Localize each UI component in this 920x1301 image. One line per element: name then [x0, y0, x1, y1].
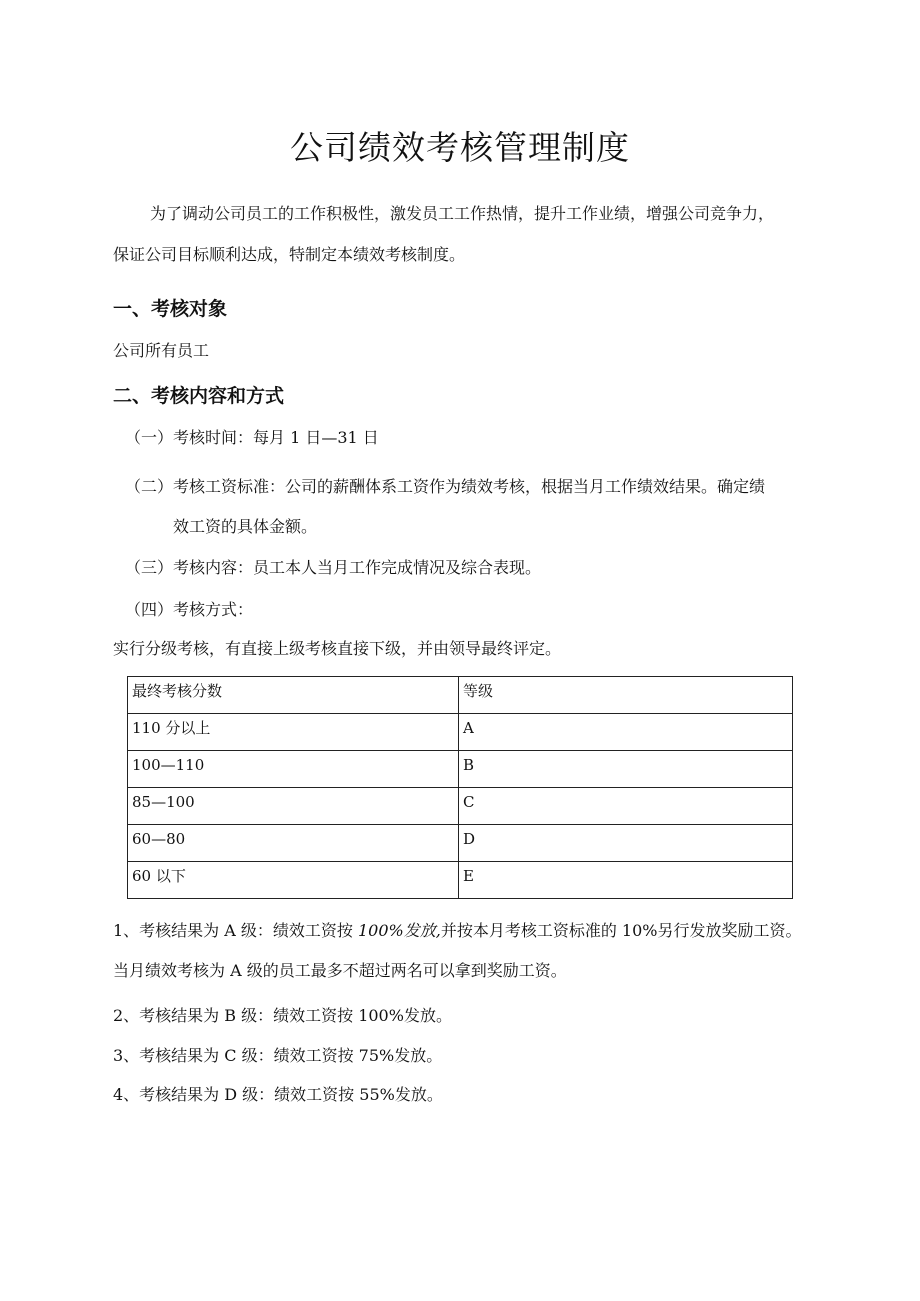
table-cell-grade: D: [459, 825, 793, 862]
table-header-score: 最终考核分数: [128, 677, 459, 714]
table-cell-score: 110 分以上: [128, 714, 459, 751]
result-1-italic: 100%发放,: [358, 921, 441, 940]
table-cell-grade: E: [459, 862, 793, 899]
table-cell-score: 60 以下: [128, 862, 459, 899]
section-2-heading: 二、考核内容和方式: [113, 385, 285, 407]
section-2-item-3: （三）考核内容：员工本人当月工作完成情况及综合表现。: [125, 558, 542, 577]
table-header-grade: 等级: [459, 677, 793, 714]
result-4: 4、考核结果为 D 级：绩效工资按 55%发放。: [113, 1085, 443, 1104]
section-2-item-2-line-2: 效工资的具体金额。: [173, 517, 318, 536]
result-1-line-1: [113, 920, 802, 942]
section-1-heading: 一、考核对象: [113, 298, 228, 320]
table-header-row: [128, 677, 793, 714]
result-2: 2、考核结果为 B 级：绩效工资按 100%发放。: [113, 1006, 452, 1025]
page-title: 公司绩效考核管理制度: [290, 128, 630, 167]
grade-table: [127, 676, 793, 899]
table-cell-grade: B: [459, 751, 793, 788]
table-cell-score: 100—110: [128, 751, 459, 788]
result-1-prefix: 1、考核结果为 A 级：绩效工资按: [113, 921, 358, 940]
result-3: 3、考核结果为 C 级：绩效工资按 75%发放。: [113, 1046, 443, 1065]
section-2-item-1: （一）考核时间：每月 1 日—31 日: [125, 428, 379, 447]
table-cell-grade: A: [459, 714, 793, 751]
table-row: [128, 714, 793, 751]
table-row: [128, 825, 793, 862]
table-cell-grade: C: [459, 788, 793, 825]
table-row: [128, 788, 793, 825]
section-2-item-4: （四）考核方式：: [125, 600, 254, 619]
intro-line-2: 保证公司目标顺利达成，特制定本绩效考核制度。: [113, 245, 466, 264]
table-row: [128, 751, 793, 788]
result-1-suffix: 并按本月考核工资标准的 10%另行发放奖励工资。: [440, 921, 802, 940]
intro-line-1: 为了调动公司员工的工作积极性，激发员工工作热情，提升工作业绩，增强公司竞争力，: [150, 204, 775, 223]
section-2-item-2-line-1: （二）考核工资标准：公司的薪酬体系工资作为绩效考核，根据当月工作绩效结果。确定绩: [125, 477, 766, 496]
result-1-line-2: 当月绩效考核为 A 级的员工最多不超过两名可以拿到奖励工资。: [113, 961, 567, 980]
table-cell-score: 60—80: [128, 825, 459, 862]
section-1-body: 公司所有员工: [113, 341, 210, 360]
method-description: 实行分级考核，有直接上级考核直接下级，并由领导最终评定。: [113, 639, 562, 658]
table-cell-score: 85—100: [128, 788, 459, 825]
table-row: [128, 862, 793, 899]
